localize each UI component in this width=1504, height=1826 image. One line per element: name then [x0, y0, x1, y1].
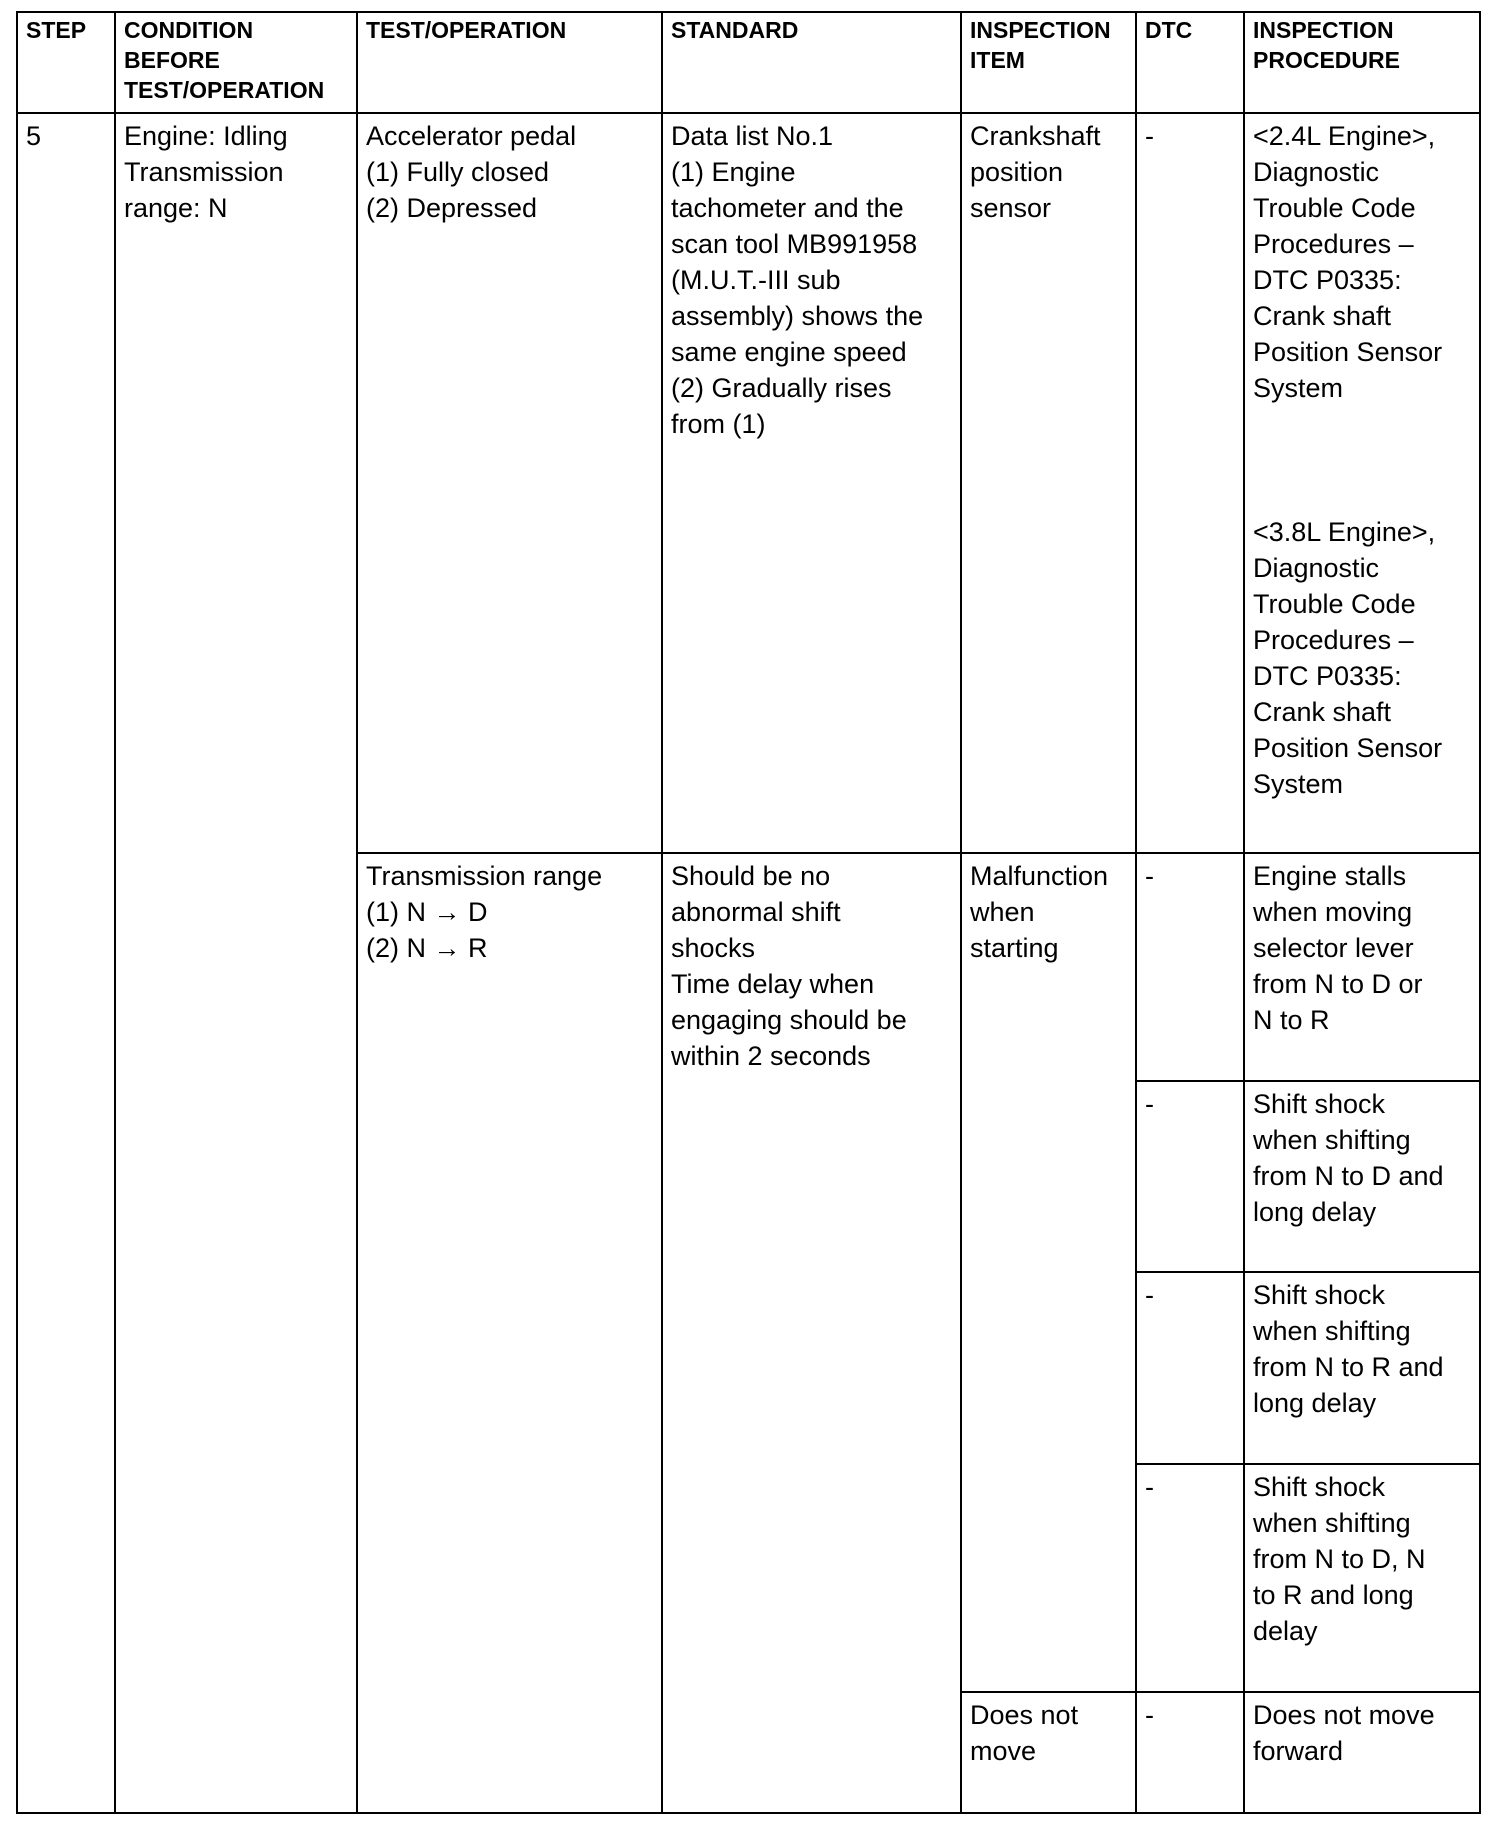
condition-cell: Engine: Idling Transmission range: N — [115, 113, 357, 1813]
table-row — [17, 113, 1480, 853]
header-inspection-item: INSPECTION ITEM — [961, 12, 1136, 113]
inspection-procedure-cell: Engine stalls when moving selector lever from N to D or N to R — [1244, 853, 1480, 1081]
test-operation-cell: Accelerator pedal (1) Fully closed (2) Depressed — [357, 113, 662, 853]
dtc-cell: - — [1136, 1692, 1244, 1813]
header-dtc: DTC — [1136, 12, 1244, 113]
header-step: STEP — [17, 12, 115, 113]
dtc-cell: - — [1136, 113, 1244, 853]
inspection-procedure-cell: Does not move forward — [1244, 1692, 1480, 1813]
header-row — [17, 12, 1480, 113]
inspection-procedure-cell: Shift shock when shifting from N to D and long delay — [1244, 1081, 1480, 1272]
dtc-cell: - — [1136, 1081, 1244, 1272]
header-inspection-procedure: INSPECTION PROCEDURE — [1244, 12, 1480, 113]
header-condition: CONDITION BEFORE TEST/OPERATION — [115, 12, 357, 113]
inspection-item-cell: Malfunction when starting — [961, 853, 1136, 1692]
dtc-cell: - — [1136, 853, 1244, 1081]
dtc-cell: - — [1136, 1272, 1244, 1464]
step-cell: 5 — [17, 113, 115, 1813]
inspection-item-cell: Crankshaft position sensor — [961, 113, 1136, 853]
inspection-table — [16, 11, 1481, 1814]
standard-cell: Data list No.1 (1) Engine tachometer and the scan tool MB991958 (M.U.T.-III sub assembly) shows the same engine speed (2) Gradually rises from (1) — [662, 113, 961, 853]
inspection-item-cell: Does not move — [961, 1692, 1136, 1813]
header-standard: STANDARD — [662, 12, 961, 113]
inspection-procedure-cell: <2.4L Engine>, Diagnostic Trouble Code Procedures – DTC P0335: Crank shaft Position Sensor System <3.8L Engine>, Diagnostic Trouble Code Procedures – DTC P0335: Crank shaft Position Sensor System — [1244, 113, 1480, 853]
test-operation-cell: Transmission range (1) N → D (2) N → R — [357, 853, 662, 1813]
inspection-procedure-cell: Shift shock when shifting from N to R and long delay — [1244, 1272, 1480, 1464]
inspection-procedure-cell: Shift shock when shifting from N to D, N to R and long delay — [1244, 1464, 1480, 1692]
dtc-cell: - — [1136, 1464, 1244, 1692]
standard-cell: Should be no abnormal shift shocks Time delay when engaging should be within 2 seconds — [662, 853, 961, 1813]
header-test-operation: TEST/OPERATION — [357, 12, 662, 113]
